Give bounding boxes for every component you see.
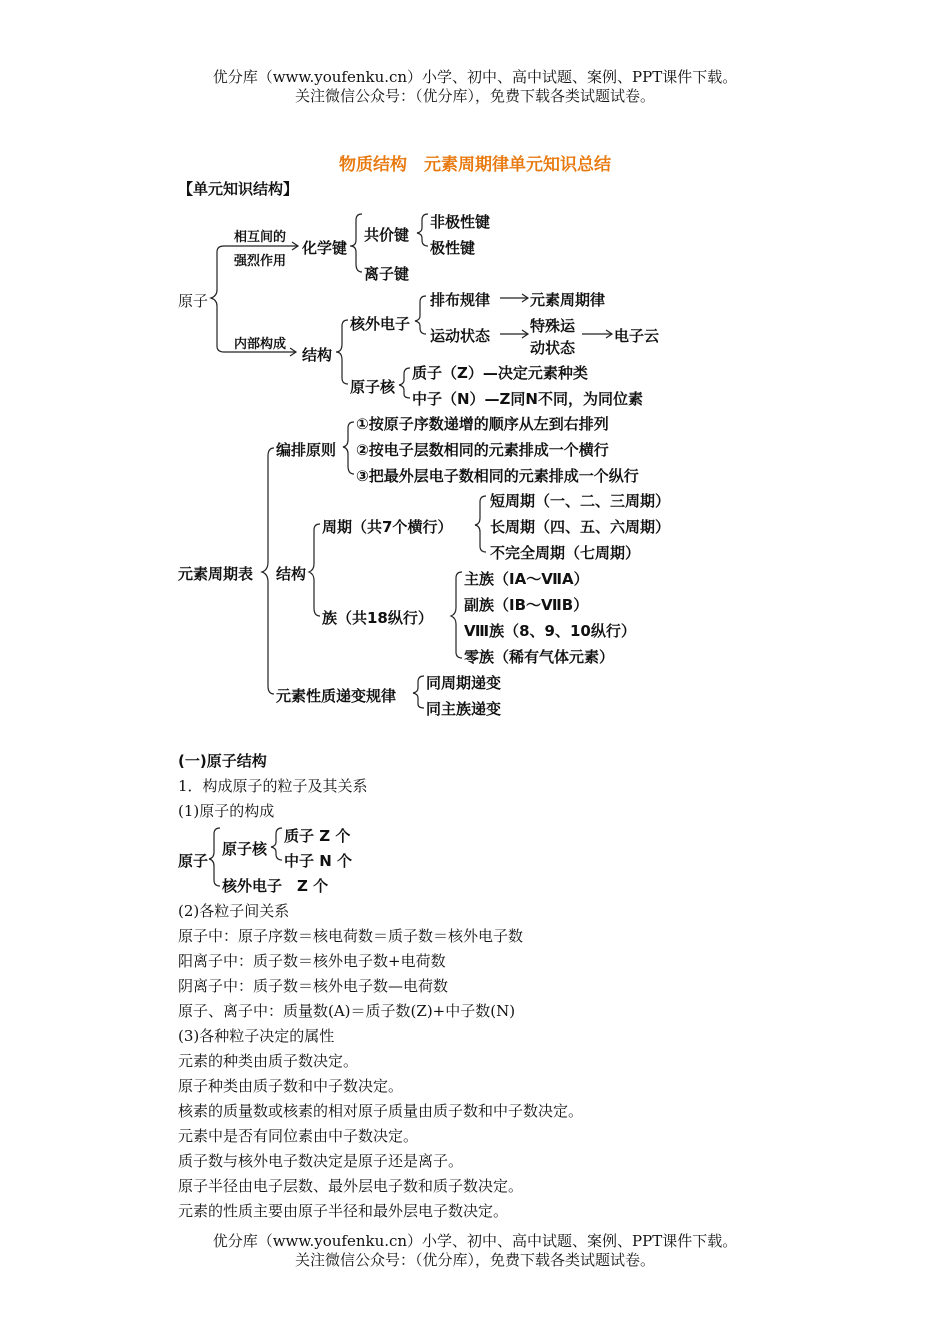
header-line-1: 优分库（www.youfenku.cn）小学、初中、高中试题、案例、PPT课件下载。 <box>212 68 738 86</box>
part1-heading: (一)原子结构 <box>178 752 267 770</box>
nucleus-brace <box>399 368 410 398</box>
node-same-group: 同主族递变 <box>426 700 502 718</box>
mini-electron: 核外电子 Z 个 <box>222 877 329 895</box>
text-line: 核素的质量数或核素的相对原子质量由质子数和中子数决定。 <box>178 1102 584 1120</box>
node-special-2: 动状态 <box>530 339 576 357</box>
node-ionic: 离子键 <box>364 265 410 283</box>
item-1: 1．构成原子的粒子及其关系 <box>178 777 368 795</box>
footer-line-2: 关注微信公众号：（优分库），免费下载各类试题试卷。 <box>294 1251 655 1269</box>
text-line: (3)各种粒子决定的属性 <box>178 1027 335 1045</box>
header-line-2: 关注微信公众号：（优分库），免费下载各类试题试卷。 <box>294 87 655 105</box>
section-heading: 【单元知识结构】 <box>178 180 299 198</box>
text-line: 原子中：原子序数＝核电荷数＝质子数＝核外电子数 <box>178 927 524 945</box>
node-zero-group: 零族（稀有气体元素） <box>464 648 615 666</box>
node-polar: 极性键 <box>430 239 476 257</box>
node-table-structure: 结构 <box>276 565 307 583</box>
text-line: (2)各粒子间关系 <box>178 902 290 920</box>
mini-nucleus: 原子核 <box>222 840 268 858</box>
structure-brace <box>336 320 348 384</box>
principle-brace <box>343 422 354 474</box>
node-e-cloud: 电子云 <box>614 327 660 345</box>
text-line: 元素中是否有同位素由中子数决定。 <box>178 1127 419 1145</box>
atom-brace <box>211 246 224 352</box>
text-line: 质子数与核外电子数决定是原子还是离子。 <box>178 1152 464 1170</box>
node-incomplete-period: 不完全周期（七周期） <box>490 544 641 562</box>
text-line: 原子种类由质子数和中子数决定。 <box>178 1077 404 1095</box>
node-main-group: 主族（ⅠA～ⅦA） <box>464 570 589 588</box>
mini-nucleus-brace <box>271 828 282 860</box>
node-principle: 编排原则 <box>276 441 337 459</box>
node-arrange: 排布规律 <box>430 291 491 309</box>
node-sub-group: 副族（ⅠB～ⅦB） <box>464 596 589 614</box>
node-table: 元素周期表 <box>178 565 254 583</box>
node-periodic-law: 元素周期律 <box>530 291 606 309</box>
node-p3: ③把最外层电子数相同的元素排成一个纵行 <box>356 467 639 485</box>
node-motion: 运动状态 <box>430 327 491 345</box>
node-strong-2: 强烈作用 <box>234 254 287 269</box>
mini-atom: 原子 <box>178 852 209 870</box>
node-nucleus: 原子核 <box>350 378 396 396</box>
table-structure-brace <box>309 524 320 616</box>
mini-neutron: 中子 N 个 <box>284 852 352 870</box>
sub-1: (1)原子的构成 <box>178 802 275 820</box>
node-atom: 原子 <box>178 292 209 310</box>
node-strong-1: 相互间的 <box>234 230 287 245</box>
text-line: 元素的性质主要由原子半径和最外层电子数决定。 <box>178 1202 509 1220</box>
mini-proton: 质子 Z 个 <box>284 827 351 845</box>
node-viii-group: Ⅷ族（8、9、10纵行） <box>464 622 636 640</box>
node-nonpolar: 非极性键 <box>430 213 491 231</box>
bond-brace <box>350 214 362 272</box>
node-neutron-line: 中子（N）—Z同N不同，为同位素 <box>412 390 643 408</box>
text-line: 原子、离子中：质量数(A)＝质子数(Z)+中子数(N) <box>178 1002 516 1020</box>
text-line: 元素的种类由质子数决定。 <box>178 1052 359 1070</box>
node-covalent: 共价键 <box>364 226 410 244</box>
node-internal: 内部构成 <box>234 337 287 352</box>
node-law: 元素性质递变规律 <box>276 687 397 705</box>
node-group: 族（共18纵行） <box>322 609 433 627</box>
node-structure: 结构 <box>302 346 333 364</box>
node-special-1: 特殊运 <box>530 317 576 335</box>
node-proton-line: 质子（Z）—决定元素种类 <box>412 364 588 382</box>
node-chem-bond: 化学键 <box>302 239 348 257</box>
covalent-brace <box>417 214 428 246</box>
text-line: 阴离子中：质子数＝核外电子数—电荷数 <box>178 977 449 995</box>
outer-e-brace <box>415 296 426 334</box>
law-brace <box>413 676 424 708</box>
table-brace <box>262 448 274 694</box>
node-long-period: 长周期（四、五、六周期） <box>490 518 671 536</box>
period-brace <box>475 496 486 552</box>
footer-line-1: 优分库（www.youfenku.cn）小学、初中、高中试题、案例、PPT课件下载。 <box>212 1232 738 1250</box>
page-title: 物质结构 元素周期律单元知识总结 <box>339 155 611 175</box>
node-p1: ①按原子序数递增的顺序从左到右排列 <box>356 415 609 433</box>
mini-atom-brace <box>209 828 220 886</box>
text-line: 原子半径由电子层数、最外层电子数和质子数决定。 <box>178 1177 524 1195</box>
text-line: 阳离子中：质子数＝核外电子数+电荷数 <box>178 952 446 970</box>
node-period: 周期（共7个横行） <box>322 518 453 536</box>
node-same-period: 同周期递变 <box>426 674 502 692</box>
node-outer-e: 核外电子 <box>350 315 411 333</box>
node-short-period: 短周期（一、二、三周期） <box>490 492 671 510</box>
group-brace <box>451 572 462 658</box>
node-p2: ②按电子层数相同的元素排成一个横行 <box>356 441 609 459</box>
